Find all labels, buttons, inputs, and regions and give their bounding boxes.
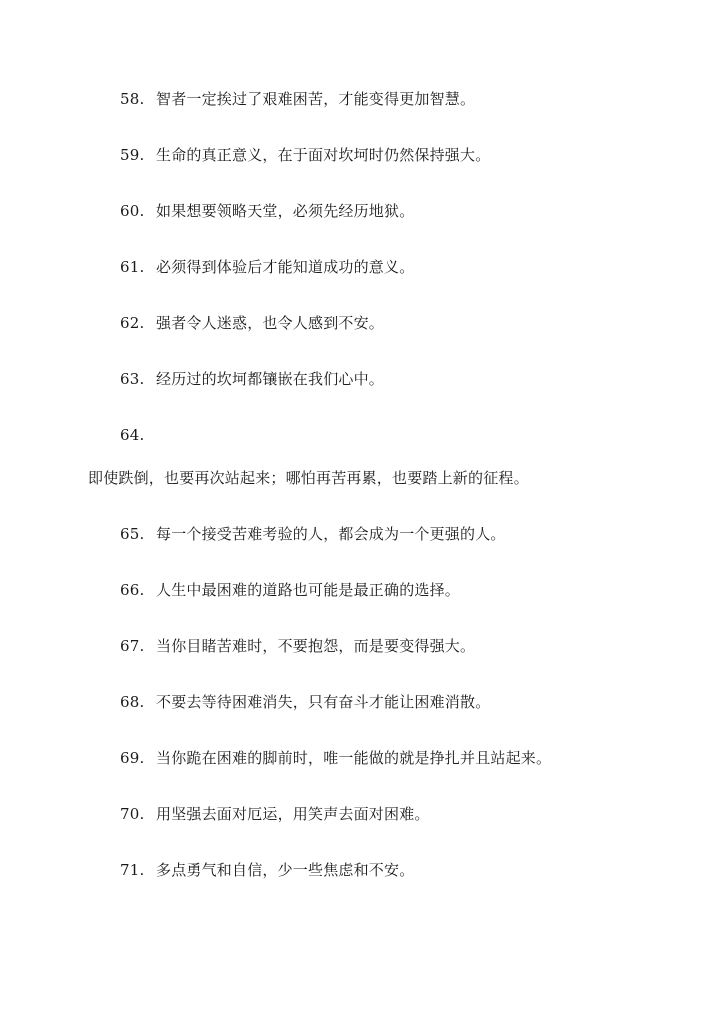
item-number: 60. bbox=[120, 202, 145, 220]
item-number: 63. bbox=[120, 370, 145, 388]
list-item bbox=[120, 89, 475, 109]
item-text: 智者一定挨过了艰难困苦，才能变得更加智慧。 bbox=[156, 90, 476, 108]
list-item bbox=[120, 748, 551, 768]
item-text: 必须得到体验后才能知道成功的意义。 bbox=[156, 258, 415, 276]
item-number: 62. bbox=[120, 314, 145, 332]
item-text: 当你跪在困难的脚前时，唯一能做的就是挣扎并且站起来。 bbox=[156, 749, 552, 767]
item-text: 每一个接受苦难考验的人，都会成为一个更强的人。 bbox=[156, 525, 506, 543]
list-item bbox=[120, 804, 430, 824]
item-number: 59. bbox=[120, 146, 145, 164]
item-number: 70. bbox=[120, 805, 145, 823]
item-number: 64. bbox=[120, 426, 145, 444]
item-text: 生命的真正意义，在于面对坎坷时仍然保持强大。 bbox=[156, 146, 491, 164]
item-number: 66. bbox=[120, 581, 145, 599]
list-item bbox=[120, 692, 490, 712]
item-number: 58. bbox=[120, 90, 145, 108]
list-item bbox=[120, 201, 414, 221]
item-text: 强者令人迷惑，也令人感到不安。 bbox=[156, 314, 385, 332]
item-text: 多点勇气和自信，少一些焦虑和不安。 bbox=[156, 861, 415, 879]
list-item bbox=[120, 860, 414, 880]
item-text: 不要去等待困难消失，只有奋斗才能让困难消散。 bbox=[156, 693, 491, 711]
list-item bbox=[120, 369, 384, 389]
item-text: 用坚强去面对厄运，用笑声去面对困难。 bbox=[156, 805, 430, 823]
item-text-continuation: 即使跌倒，也要再次站起来；哪怕再苦再累，也要踏上新的征程。 bbox=[88, 469, 529, 487]
list-item bbox=[120, 580, 460, 600]
item-number: 65. bbox=[120, 525, 145, 543]
item-text: 如果想要领略天堂，必须先经历地狱。 bbox=[156, 202, 415, 220]
item-number: 68. bbox=[120, 693, 145, 711]
list-item bbox=[120, 425, 156, 445]
item-text: 人生中最困难的道路也可能是最正确的选择。 bbox=[156, 581, 461, 599]
list-item bbox=[120, 524, 506, 544]
item-number: 71. bbox=[120, 861, 145, 879]
item-text: 经历过的坎坷都镶嵌在我们心中。 bbox=[156, 370, 385, 388]
list-item bbox=[120, 636, 475, 656]
list-item bbox=[120, 257, 414, 277]
item-number: 69. bbox=[120, 749, 145, 767]
list-item bbox=[120, 313, 384, 333]
list-item bbox=[120, 145, 490, 165]
item-number: 61. bbox=[120, 258, 145, 276]
item-text: 当你目睹苦难时，不要抱怨，而是要变得强大。 bbox=[156, 637, 476, 655]
item-number: 67. bbox=[120, 637, 145, 655]
